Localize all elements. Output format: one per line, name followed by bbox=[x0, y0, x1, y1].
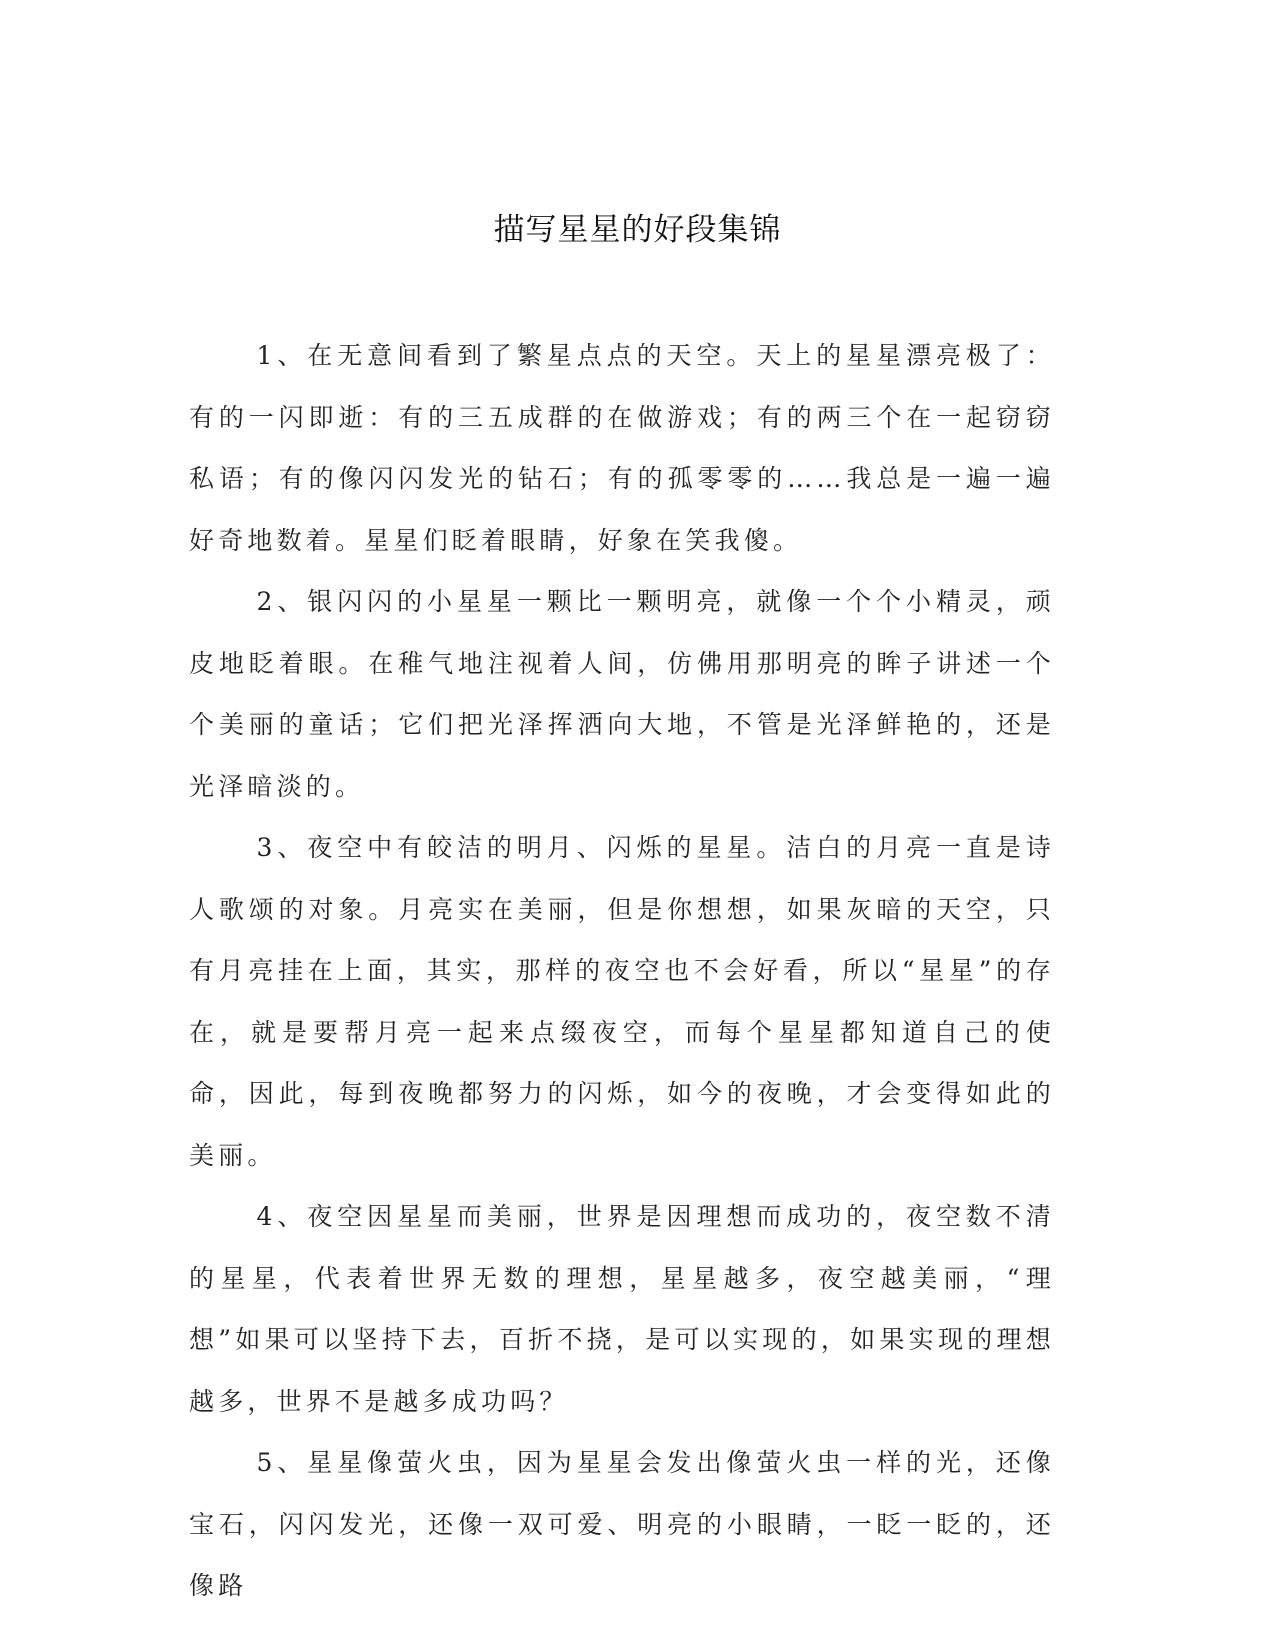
page-title: 描写星星的好段集锦 bbox=[493, 212, 782, 248]
paragraph-5: 5、星星像萤火虫，因为星星会发出像萤火虫一样的光，还像宝石，闪闪发光，还像一双可爱、明亮的小眼睛，一眨一眨的，还像路 bbox=[189, 1448, 1055, 1600]
paragraph-3: 3、夜空中有皎洁的明月、闪烁的星星。洁白的月亮一直是诗人歌颂的对象。月亮实在美丽，但是你想想，如果灰暗的天空，只有月亮挂在上面，其实，那样的夜空也不会好看，所以“星星”的存在，就是要帮月亮一起来点缀夜空，而每个星星都知道自己的使命，因此，每到夜晚都努力的闪烁，如今的夜晚，才会变得如此的美丽。 bbox=[189, 833, 1055, 1170]
paragraph-4: 4、夜空因星星而美丽，世界是因理想而成功的，夜空数不清的星星，代表着世界无数的理想，星星越多，夜空越美丽，“理想”如果可以坚持下去，百折不挠，是可以实现的，如果实现的理想越多，世界不是越多成功吗？ bbox=[189, 1202, 1055, 1416]
paragraph-1: 1、在无意间看到了繁星点点的天空。天上的星星漂亮极了：有的一闪即逝：有的三五成群的在做游戏；有的两三个在一起窃窃私语；有的像闪闪发光的钻石；有的孤零零的……我总是一遍一遍好奇地数着。星星们眨着眼睛，好象在笑我傻。 bbox=[189, 341, 1055, 555]
paragraph-2: 2、银闪闪的小星星一颗比一颗明亮，就像一个个小精灵，顽皮地眨着眼。在稚气地注视着人间，仿佛用那明亮的眸子讲述一个个美丽的童话；它们把光泽挥洒向大地，不管是光泽鲜艳的，还是光泽暗淡的。 bbox=[189, 587, 1055, 801]
document-body bbox=[189, 325, 1055, 1617]
